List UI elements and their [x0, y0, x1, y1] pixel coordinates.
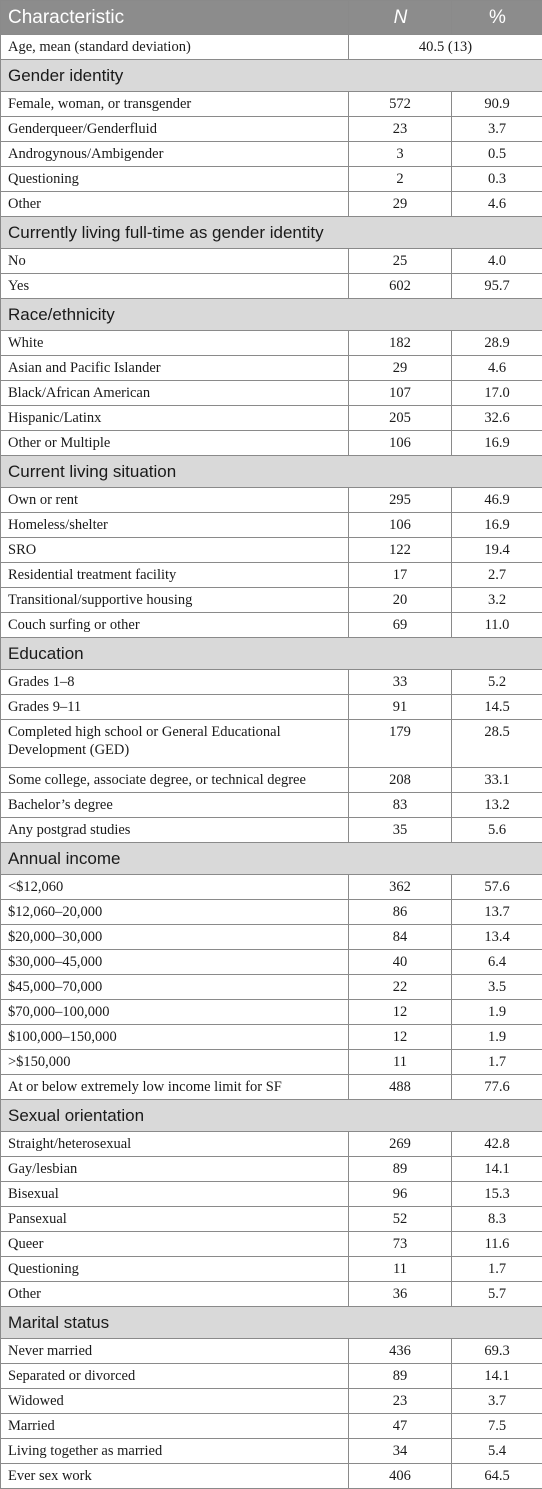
- row-count: 69: [349, 613, 452, 638]
- table-row: [1, 1075, 542, 1100]
- section-title: Marital status: [1, 1307, 542, 1339]
- row-label: Never married: [1, 1339, 349, 1364]
- table-row: [1, 356, 542, 381]
- row-percent: 1.9: [452, 1000, 542, 1025]
- row-percent: 3.7: [452, 117, 542, 142]
- row-percent: 5.2: [452, 670, 542, 695]
- row-label: $30,000–45,000: [1, 950, 349, 975]
- age-value: 40.5 (13): [349, 35, 542, 60]
- section-header-row: [1, 1307, 542, 1339]
- row-percent: 15.3: [452, 1182, 542, 1207]
- row-label: Female, woman, or transgender: [1, 92, 349, 117]
- table-row: [1, 1025, 542, 1050]
- row-label: Separated or divorced: [1, 1364, 349, 1389]
- row-count: 52: [349, 1207, 452, 1232]
- row-label: Bisexual: [1, 1182, 349, 1207]
- row-count: 83: [349, 793, 452, 818]
- row-count: 84: [349, 925, 452, 950]
- row-count: 11: [349, 1050, 452, 1075]
- row-label: White: [1, 331, 349, 356]
- header-characteristic: Characteristic: [1, 1, 349, 35]
- table-row: [1, 925, 542, 950]
- row-percent: 28.5: [452, 720, 542, 768]
- table-row: [1, 975, 542, 1000]
- row-percent: 8.3: [452, 1207, 542, 1232]
- row-percent: 28.9: [452, 331, 542, 356]
- row-percent: 14.1: [452, 1157, 542, 1182]
- row-label: Couch surfing or other: [1, 613, 349, 638]
- row-count: 34: [349, 1439, 452, 1464]
- row-count: 29: [349, 192, 452, 217]
- row-label: $12,060–20,000: [1, 900, 349, 925]
- row-percent: 42.8: [452, 1132, 542, 1157]
- age-row: [1, 35, 542, 60]
- row-count: 22: [349, 975, 452, 1000]
- row-label: Gay/lesbian: [1, 1157, 349, 1182]
- row-label: Married: [1, 1414, 349, 1439]
- section-title: Annual income: [1, 843, 542, 875]
- age-label: Age, mean (standard deviation): [1, 35, 349, 60]
- row-percent: 90.9: [452, 92, 542, 117]
- row-count: 33: [349, 670, 452, 695]
- table-row: [1, 1364, 542, 1389]
- row-percent: 3.2: [452, 588, 542, 613]
- row-count: 182: [349, 331, 452, 356]
- section-title: Race/ethnicity: [1, 299, 542, 331]
- row-label: Questioning: [1, 167, 349, 192]
- table-row: [1, 249, 542, 274]
- table-row: [1, 613, 542, 638]
- row-count: 73: [349, 1232, 452, 1257]
- row-label: Hispanic/Latinx: [1, 406, 349, 431]
- row-percent: 57.6: [452, 875, 542, 900]
- row-count: 23: [349, 1389, 452, 1414]
- table-row: [1, 1339, 542, 1364]
- row-count: 47: [349, 1414, 452, 1439]
- row-count: 106: [349, 513, 452, 538]
- row-label: Transitional/supportive housing: [1, 588, 349, 613]
- row-count: 106: [349, 431, 452, 456]
- row-percent: 16.9: [452, 513, 542, 538]
- table-row: [1, 192, 542, 217]
- row-count: 20: [349, 588, 452, 613]
- table-row: [1, 588, 542, 613]
- table-row: [1, 117, 542, 142]
- table-row: [1, 513, 542, 538]
- section-title: Currently living full-time as gender identity: [1, 217, 542, 249]
- table-row: [1, 538, 542, 563]
- row-label: Own or rent: [1, 488, 349, 513]
- row-percent: 1.7: [452, 1257, 542, 1282]
- row-percent: 19.4: [452, 538, 542, 563]
- row-label: Ever sex work: [1, 1464, 349, 1489]
- row-count: 488: [349, 1075, 452, 1100]
- row-percent: 32.6: [452, 406, 542, 431]
- row-count: 269: [349, 1132, 452, 1157]
- row-percent: 4.6: [452, 192, 542, 217]
- table-row: [1, 92, 542, 117]
- row-label: Pansexual: [1, 1207, 349, 1232]
- row-label: Yes: [1, 274, 349, 299]
- table-row: [1, 950, 542, 975]
- row-label: Grades 1–8: [1, 670, 349, 695]
- row-percent: 11.6: [452, 1232, 542, 1257]
- table-row: [1, 563, 542, 588]
- section-title: Current living situation: [1, 456, 542, 488]
- row-label: $20,000–30,000: [1, 925, 349, 950]
- row-count: 122: [349, 538, 452, 563]
- table-row: [1, 1257, 542, 1282]
- row-percent: 2.7: [452, 563, 542, 588]
- row-label: Living together as married: [1, 1439, 349, 1464]
- row-percent: 77.6: [452, 1075, 542, 1100]
- row-label: Questioning: [1, 1257, 349, 1282]
- row-count: 602: [349, 274, 452, 299]
- row-count: 295: [349, 488, 452, 513]
- section-header-row: [1, 60, 542, 92]
- table-row: [1, 1389, 542, 1414]
- table-row: [1, 1414, 542, 1439]
- row-percent: 14.1: [452, 1364, 542, 1389]
- table-row: [1, 1050, 542, 1075]
- row-count: 25: [349, 249, 452, 274]
- table-row: [1, 431, 542, 456]
- row-percent: 3.5: [452, 975, 542, 1000]
- row-count: 406: [349, 1464, 452, 1489]
- section-header-row: [1, 299, 542, 331]
- table-row: [1, 1157, 542, 1182]
- row-count: 23: [349, 117, 452, 142]
- row-percent: 69.3: [452, 1339, 542, 1364]
- row-count: 107: [349, 381, 452, 406]
- row-label: $45,000–70,000: [1, 975, 349, 1000]
- table-row: [1, 167, 542, 192]
- table-row: [1, 1000, 542, 1025]
- row-count: 40: [349, 950, 452, 975]
- row-percent: 33.1: [452, 768, 542, 793]
- table-row: [1, 406, 542, 431]
- section-title: Education: [1, 638, 542, 670]
- section-header-row: [1, 217, 542, 249]
- row-count: 2: [349, 167, 452, 192]
- table-row: [1, 331, 542, 356]
- table-row: [1, 488, 542, 513]
- row-percent: 7.5: [452, 1414, 542, 1439]
- row-percent: 4.6: [452, 356, 542, 381]
- table-row: [1, 381, 542, 406]
- row-percent: 17.0: [452, 381, 542, 406]
- table-row: [1, 793, 542, 818]
- row-label: Queer: [1, 1232, 349, 1257]
- row-label: Any postgrad studies: [1, 818, 349, 843]
- header-n: N: [349, 1, 452, 35]
- row-count: 572: [349, 92, 452, 117]
- row-label: Straight/heterosexual: [1, 1132, 349, 1157]
- row-percent: 13.2: [452, 793, 542, 818]
- row-count: 208: [349, 768, 452, 793]
- row-percent: 3.7: [452, 1389, 542, 1414]
- section-header-row: [1, 638, 542, 670]
- row-label: $100,000–150,000: [1, 1025, 349, 1050]
- row-count: 362: [349, 875, 452, 900]
- section-title: Sexual orientation: [1, 1100, 542, 1132]
- row-count: 86: [349, 900, 452, 925]
- row-label: Other: [1, 192, 349, 217]
- row-percent: 4.0: [452, 249, 542, 274]
- header-percent: %: [452, 1, 542, 35]
- row-percent: 1.9: [452, 1025, 542, 1050]
- section-header-row: [1, 1100, 542, 1132]
- section-header-row: [1, 456, 542, 488]
- row-label: Some college, associate degree, or technical degree: [1, 768, 349, 793]
- row-percent: 46.9: [452, 488, 542, 513]
- row-percent: 0.3: [452, 167, 542, 192]
- row-percent: 6.4: [452, 950, 542, 975]
- row-count: 17: [349, 563, 452, 588]
- table-row: [1, 670, 542, 695]
- table-row: [1, 875, 542, 900]
- table-row: [1, 274, 542, 299]
- row-label: Grades 9–11: [1, 695, 349, 720]
- table-row: [1, 1207, 542, 1232]
- row-count: 29: [349, 356, 452, 381]
- row-count: 205: [349, 406, 452, 431]
- row-label: Black/African American: [1, 381, 349, 406]
- row-label: Genderqueer/Genderfluid: [1, 117, 349, 142]
- row-label: Other: [1, 1282, 349, 1307]
- table-row: [1, 1182, 542, 1207]
- row-percent: 95.7: [452, 274, 542, 299]
- row-count: 3: [349, 142, 452, 167]
- table-row: [1, 768, 542, 793]
- table-row: [1, 900, 542, 925]
- row-percent: 5.4: [452, 1439, 542, 1464]
- row-label: Widowed: [1, 1389, 349, 1414]
- row-count: 436: [349, 1339, 452, 1364]
- table-row: [1, 1464, 542, 1489]
- row-label: Other or Multiple: [1, 431, 349, 456]
- table-row: [1, 818, 542, 843]
- row-count: 96: [349, 1182, 452, 1207]
- section-title: Gender identity: [1, 60, 542, 92]
- row-percent: 5.6: [452, 818, 542, 843]
- row-percent: 0.5: [452, 142, 542, 167]
- section-header-row: [1, 843, 542, 875]
- row-label: Residential treatment facility: [1, 563, 349, 588]
- row-count: 91: [349, 695, 452, 720]
- row-percent: 14.5: [452, 695, 542, 720]
- row-label: Androgynous/Ambigender: [1, 142, 349, 167]
- row-label: Bachelor’s degree: [1, 793, 349, 818]
- row-count: 12: [349, 1025, 452, 1050]
- table-header-row: [1, 1, 542, 35]
- row-count: 179: [349, 720, 452, 768]
- row-label: SRO: [1, 538, 349, 563]
- row-count: 89: [349, 1157, 452, 1182]
- row-label: Completed high school or General Educational Development (GED): [1, 720, 349, 768]
- row-percent: 11.0: [452, 613, 542, 638]
- row-label: At or below extremely low income limit for SF: [1, 1075, 349, 1100]
- row-percent: 13.7: [452, 900, 542, 925]
- row-percent: 16.9: [452, 431, 542, 456]
- row-label: <$12,060: [1, 875, 349, 900]
- row-count: 12: [349, 1000, 452, 1025]
- table-row: [1, 142, 542, 167]
- row-count: 89: [349, 1364, 452, 1389]
- table-row: [1, 1132, 542, 1157]
- row-percent: 13.4: [452, 925, 542, 950]
- row-percent: 64.5: [452, 1464, 542, 1489]
- row-label: $70,000–100,000: [1, 1000, 349, 1025]
- table-row: [1, 1232, 542, 1257]
- row-percent: 1.7: [452, 1050, 542, 1075]
- row-label: No: [1, 249, 349, 274]
- row-count: 11: [349, 1257, 452, 1282]
- row-count: 36: [349, 1282, 452, 1307]
- table-row: [1, 1439, 542, 1464]
- table-row: [1, 695, 542, 720]
- table-row: [1, 720, 542, 768]
- row-label: Homeless/shelter: [1, 513, 349, 538]
- row-count: 35: [349, 818, 452, 843]
- row-label: >$150,000: [1, 1050, 349, 1075]
- table-row: [1, 1282, 542, 1307]
- row-label: Asian and Pacific Islander: [1, 356, 349, 381]
- row-percent: 5.7: [452, 1282, 542, 1307]
